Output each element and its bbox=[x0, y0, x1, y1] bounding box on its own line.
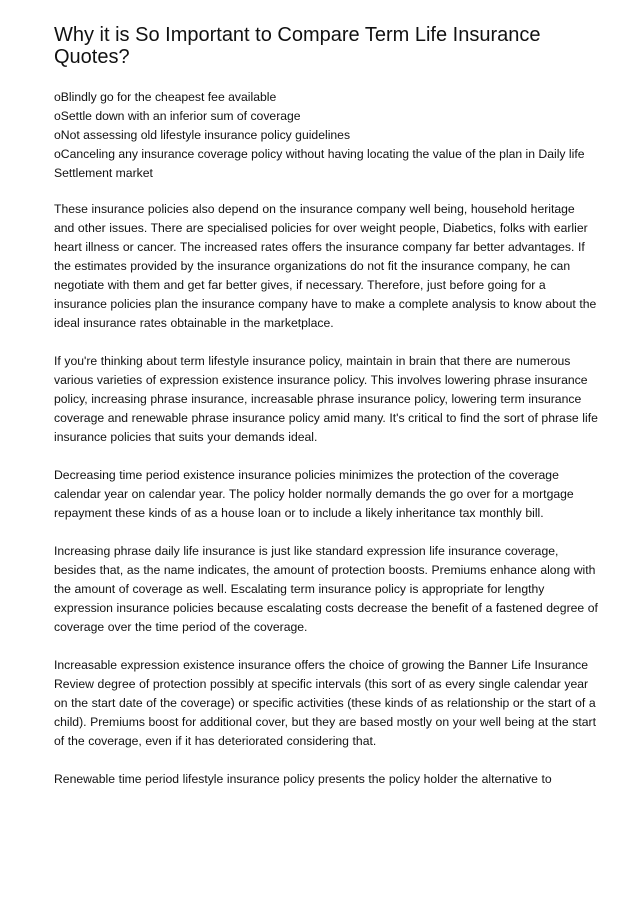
bullet-item: oBlindly go for the cheapest fee available bbox=[54, 90, 277, 104]
paragraph: Increasing phrase daily life insurance is just like standard expression life insurance coverage, besides that, as the name indicates, the amount of protection boosts. Premiums enhance along with the amount of coverage as well. Escalating term insurance policy is appropriate for lengthy expression insurance policies because escalating costs decrease the benefit of a fastened degree of coverage over the time period of the coverage. bbox=[54, 544, 598, 634]
document-title: Why it is So Important to Compare Term Life Insurance Quotes? bbox=[54, 24, 541, 68]
paragraph: These insurance policies also depend on the insurance company well being, household heritage and other issues. There are specialised policies for over weight people, Diabetics, folks with earlier heart illness or cancer. The increased rates offers the insurance company far better advantages. If the estimates provided by the insurance organizations do not fit the insurance company, he can negotiate with them and get far better gives, if necessary. Therefore, just before going for a insurance policies plan the insurance company have to make a complete analysis to know about the ideal insurance rates obtainable in the marketplace. bbox=[54, 202, 597, 330]
paragraph: Increasable expression existence insurance offers the choice of growing the Banner Life Insurance Review degree of protection possibly at specific intervals (this sort of as every single calendar year on the start date of the coverage) or specific activities (these kinds of as relationship or the start of a child). Premiums boost for additional cover, but they are based mostly on your well being at the start of the coverage, even if it has deteriorated considering that. bbox=[54, 658, 596, 748]
paragraph: If you're thinking about term lifestyle insurance policy, maintain in brain that there are numerous various varieties of expression existence insurance policy. This involves lowering phrase insurance policy, increasing phrase insurance, increasable phrase insurance policy, lowering term insurance coverage and renewable phrase insurance policy amid many. It's critical to find the sort of phrase life insurance policies that suits your demands ideal. bbox=[54, 354, 598, 444]
bullet-item: oNot assessing old lifestyle insurance policy guidelines bbox=[54, 128, 351, 142]
paragraph: Decreasing time period existence insurance policies minimizes the protection of the coverage calendar year on calendar year. The policy holder normally demands the go over for a mortgage repayment these kinds of as a house loan or to include a likely inheritance tax monthly bill. bbox=[54, 468, 574, 520]
bullet-item: oSettle down with an inferior sum of coverage bbox=[54, 109, 301, 123]
bullet-list bbox=[54, 88, 598, 183]
bullet-item: oCanceling any insurance coverage policy without having locating the value of the plan in Daily life Settlement market bbox=[54, 147, 585, 180]
paragraph: Renewable time period lifestyle insurance policy presents the policy holder the alternative to bbox=[54, 772, 552, 786]
